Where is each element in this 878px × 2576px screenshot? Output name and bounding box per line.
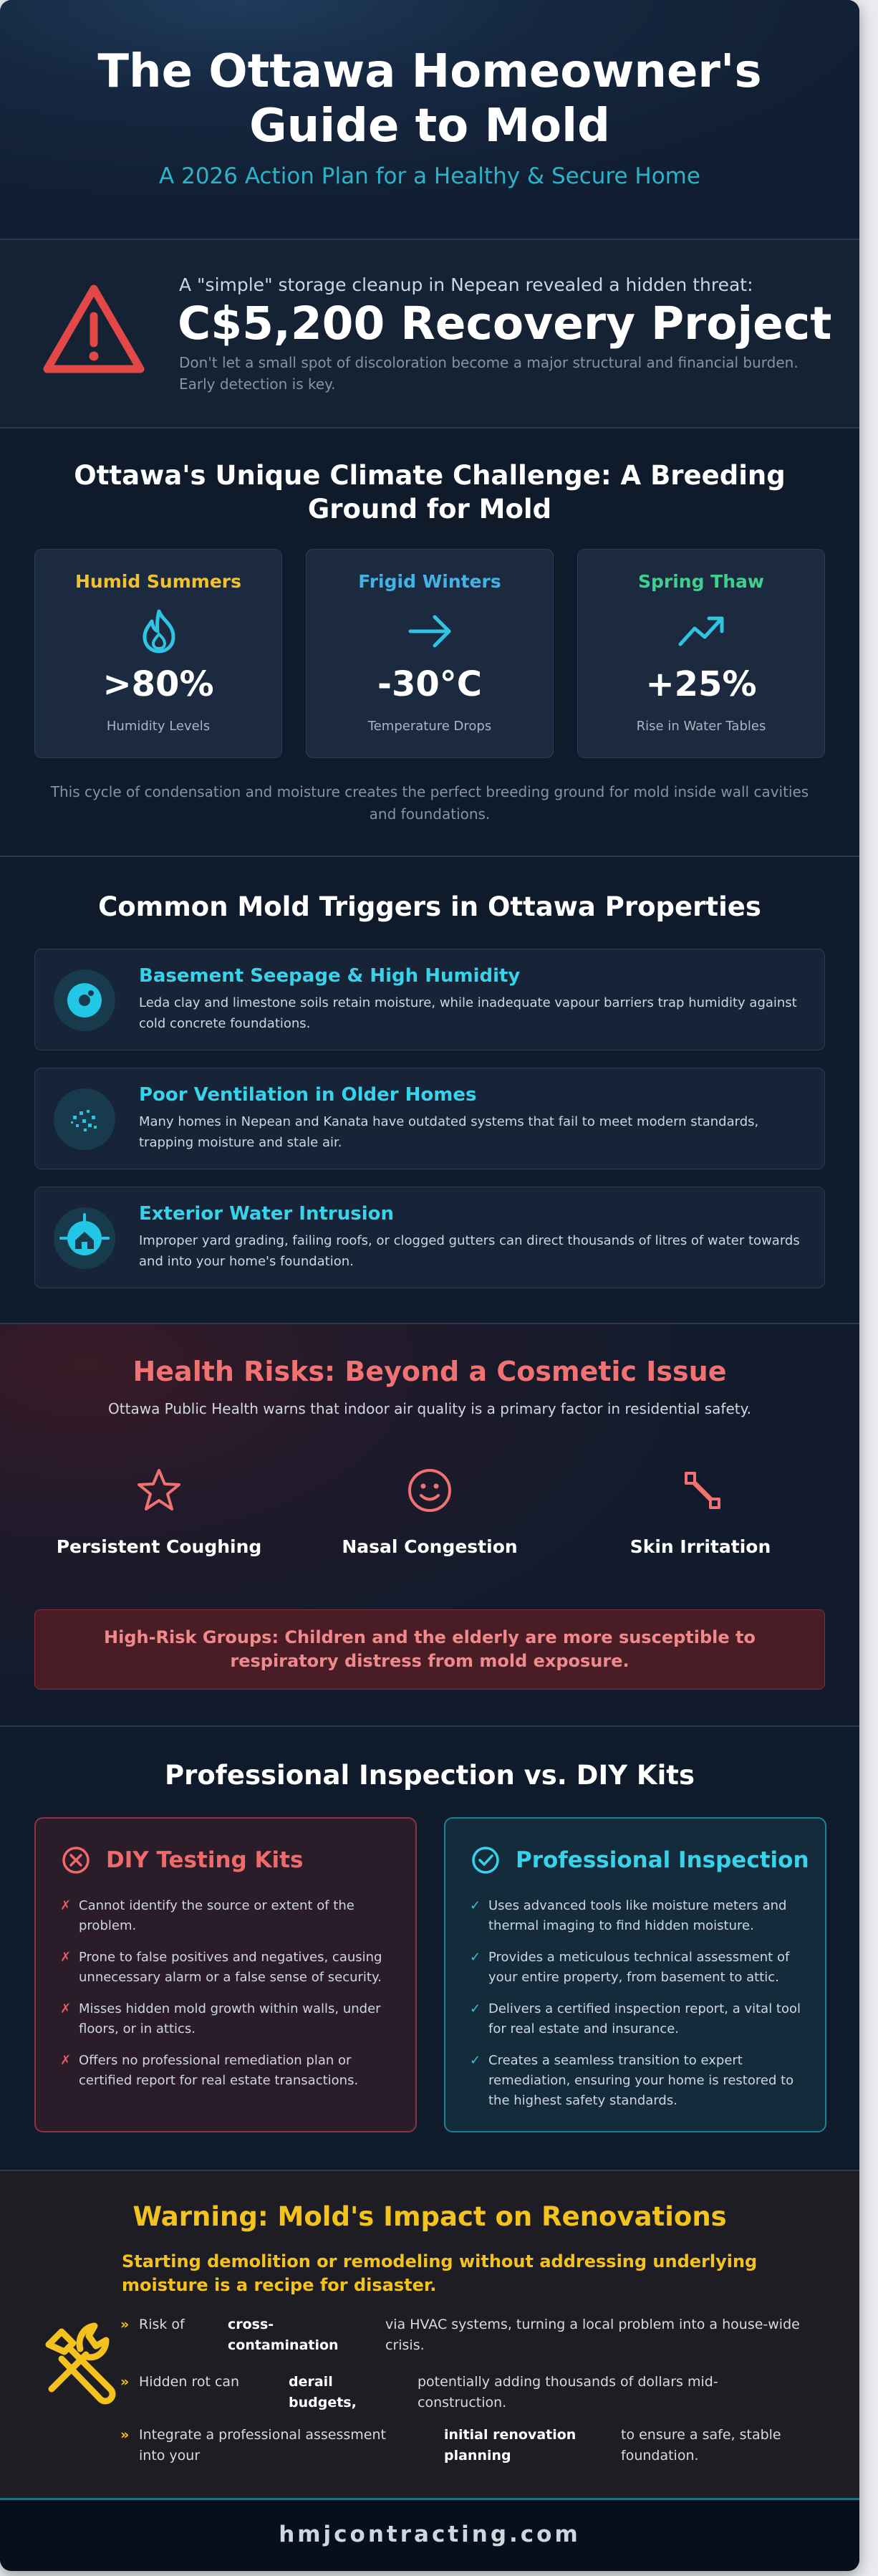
climate-card-title: Spring Thaw	[637, 571, 764, 592]
high-risk-text: High-Risk Groups: Children and the elderly are more susceptible to respiratory distress from mold exposure.	[104, 1627, 756, 1671]
check-mark-icon: ✓	[470, 2053, 481, 2068]
trigger-title: Poor Ventilation in Older Homes	[139, 1084, 477, 1106]
climate-title: Ottawa's Unique Climate Challenge: A Breeding Ground for Mold	[74, 460, 786, 525]
check-mark-icon: ✓	[470, 2001, 481, 2016]
trigger-card-basement	[34, 949, 825, 1050]
alert-lead: A "simple" storage cleanup in Nepean revealed a hidden threat:	[179, 274, 753, 295]
climate-card-label: Humidity Levels	[106, 719, 211, 734]
check-mark-icon: ✓	[470, 1950, 481, 1965]
health-item-label: Skin Irritation	[629, 1536, 771, 1557]
footer	[0, 2498, 859, 2571]
x-mark-icon: ✗	[60, 2053, 72, 2068]
trigger-desc: Leda clay and limestone soils retain moisture, while inadequate vapour barriers trap humidity against cold concrete foundations.	[139, 995, 797, 1031]
list-item: ✗ Prone to false positives and negatives, causing unnecessary alarm or a false sense of security.	[60, 1948, 397, 1988]
health-item-skin	[579, 1466, 822, 1566]
health-title: Health Risks: Beyond a Cosmetic Issue	[132, 1356, 727, 1387]
climate-card-value: -30°C	[377, 664, 482, 704]
diy-list	[60, 1896, 397, 2102]
renovation-warning-section	[0, 2170, 859, 2498]
cost-alert-section	[0, 239, 859, 427]
list-item: ✗ Offers no professional remediation plan or certified report for real estate transactions.	[60, 2051, 397, 2091]
dots-icon	[54, 1088, 115, 1150]
x-mark-icon: ✗	[60, 2001, 72, 2016]
list-item: ✓ Creates a seamless transition to expert remediation, ensuring your home is restored to the highest safety standards.	[470, 2051, 806, 2111]
climate-card-value: +25%	[645, 664, 757, 704]
health-section	[0, 1323, 859, 1725]
climate-card-title: Frigid Winters	[358, 571, 501, 592]
star-icon	[135, 1466, 183, 1515]
climate-card-thaw	[577, 549, 825, 758]
alert-detail: Don't let a small spot of discoloration become a major structural and financial burden. Early detection is key.	[179, 354, 799, 393]
trigger-desc: Improper yard grading, failing roofs, or clogged gutters can direct thousands of litres of water towards and into your home's foundation.	[139, 1233, 800, 1269]
x-circle-icon	[62, 1846, 90, 1874]
climate-card-title: Humid Summers	[74, 571, 241, 592]
triggers-title: Common Mold Triggers in Ottawa Properties	[98, 891, 761, 922]
trigger-title: Basement Seepage & High Humidity	[139, 965, 521, 987]
triggers-section	[0, 856, 859, 1323]
climate-card-label: Temperature Drops	[367, 719, 492, 734]
page-title: The Ottawa Homeowner's Guide to Mold	[97, 45, 762, 153]
climate-card-label: Rise in Water Tables	[636, 719, 766, 734]
house-water-icon	[54, 1207, 115, 1269]
disc-icon	[54, 969, 115, 1031]
arrow-right-icon	[405, 605, 456, 657]
comparison-title: Professional Inspection vs. DIY Kits	[165, 1760, 695, 1791]
comparison-section	[0, 1725, 859, 2170]
bandage-icon	[676, 1466, 725, 1515]
x-mark-icon: ✗	[60, 1898, 72, 1913]
pro-panel	[444, 1817, 826, 2132]
flame-icon	[133, 605, 185, 657]
check-mark-icon: ✓	[470, 1898, 481, 1913]
list-item: ✓ Provides a meticulous technical assessment of your entire property, from basement to attic.	[470, 1948, 806, 1988]
diy-panel	[34, 1817, 417, 2132]
warning-row: » Integrate a professional assessment into your initial renovation planning to ensure a safe, stable foundation.	[120, 2425, 829, 2466]
health-item-congestion	[308, 1466, 551, 1566]
climate-section	[0, 427, 859, 856]
chevron-icon: »	[120, 2427, 130, 2443]
list-item: ✓ Delivers a certified inspection report, a vital tool for real estate and insurance.	[470, 1999, 806, 2039]
warning-triangle-icon	[42, 283, 146, 376]
climate-card-value: >80%	[102, 664, 214, 704]
pro-list	[470, 1896, 806, 2122]
health-item-label: Persistent Coughing	[56, 1536, 262, 1557]
climate-card-summer	[34, 549, 282, 758]
smiley-icon	[405, 1466, 454, 1515]
warning-row: » Risk of cross-contamination via HVAC systems, turning a local problem into a house-wide crisis.	[120, 2314, 829, 2356]
health-item-coughing	[37, 1466, 281, 1566]
diy-panel-title: DIY Testing Kits	[106, 1847, 304, 1873]
chevron-icon: »	[120, 2374, 130, 2390]
list-item: ✓ Uses advanced tools like moisture meters and thermal imaging to find hidden moisture.	[470, 1896, 806, 1936]
page-subtitle: A 2026 Action Plan for a Healthy & Secure Home	[159, 163, 700, 189]
footer-website-link[interactable]: hmjcontracting.com	[279, 2522, 581, 2547]
health-item-label: Nasal Congestion	[342, 1536, 518, 1557]
alert-headline: C$5,200 Recovery Project	[178, 297, 832, 350]
climate-card-winter	[306, 549, 554, 758]
list-item: ✗ Misses hidden mold growth within walls, under floors, or in attics.	[60, 1999, 397, 2039]
health-subtitle: Ottawa Public Health warns that indoor air quality is a primary factor in residential safety.	[108, 1400, 751, 1417]
warning-title: Warning: Mold's Impact on Renovations	[132, 2201, 727, 2232]
pro-panel-title: Professional Inspection	[516, 1847, 809, 1873]
trigger-card-exterior	[34, 1187, 825, 1288]
climate-note: This cycle of condensation and moisture creates the perfect breeding ground for mold inside wall cavities and foundations.	[50, 783, 809, 823]
check-circle-icon	[471, 1846, 500, 1874]
tools-icon	[36, 2314, 130, 2409]
high-risk-banner	[34, 1609, 825, 1690]
trigger-desc: Many homes in Nepean and Kanata have outdated systems that fail to meet modern standards, trapping moisture and stale air.	[139, 1114, 759, 1150]
x-mark-icon: ✗	[60, 1950, 72, 1965]
warning-subtitle: Starting demolition or remodeling without addressing underlying moisture is a recipe for disaster.	[122, 2251, 758, 2295]
chevron-icon: »	[120, 2317, 130, 2332]
hero-header	[0, 0, 859, 239]
list-item: ✗ Cannot identify the source or extent of the problem.	[60, 1896, 397, 1936]
trend-up-icon	[676, 605, 728, 657]
trigger-title: Exterior Water Intrusion	[139, 1203, 395, 1225]
warning-row: » Hidden rot can derail budgets, potentially adding thousands of dollars mid-construction.	[120, 2372, 829, 2413]
trigger-card-ventilation	[34, 1068, 825, 1169]
